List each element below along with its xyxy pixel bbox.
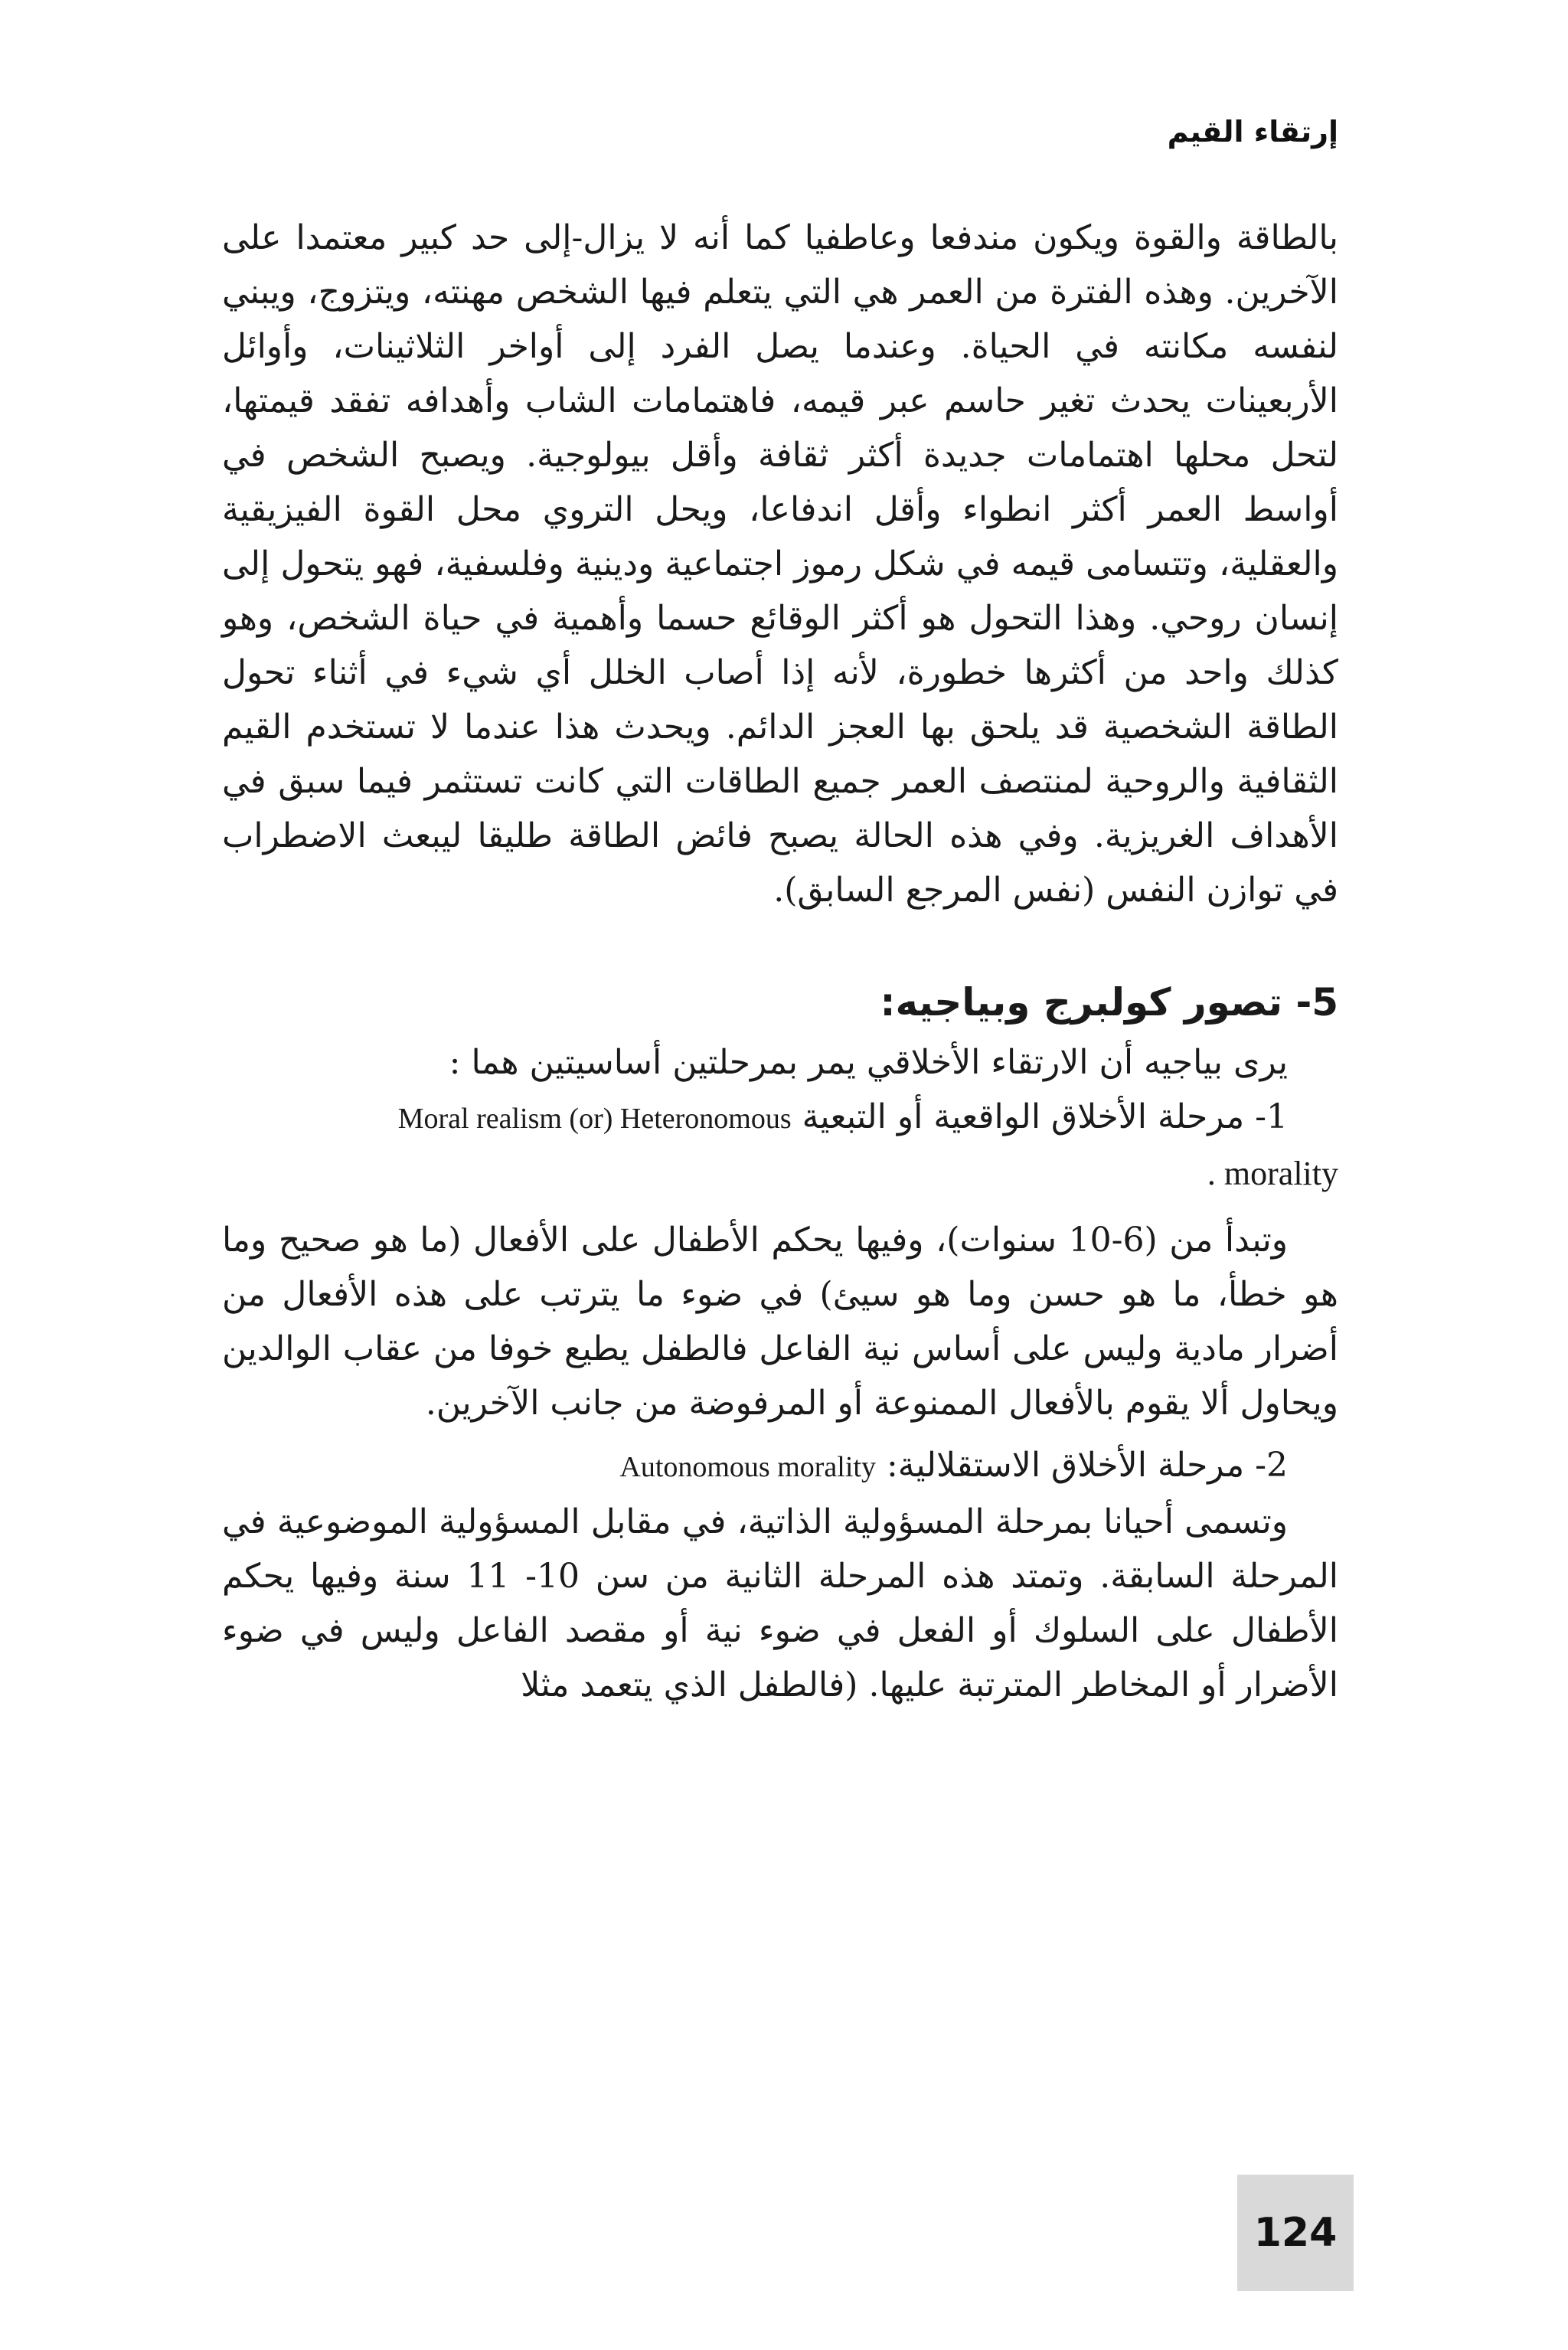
section-intro: يرى بياجيه أن الارتقاء الأخلاقي يمر بمرحلتين أساسيتين هما : xyxy=(449,1043,1288,1082)
intro-paragraph: بالطاقة والقوة ويكون مندفعا وعاطفيا كما أنه لا يزال-إلى حد كبير معتمدا على الآخرين. وهذه الفترة من العمر هي التي يتعلم فيها الشخص مهنته، ويتزوج، ويبني لنفسه مكانته في الحياة. وعندما يصل الفرد إلى أواخر الثلاثينات، وأوائل الأربعينات يحدث تغير حاسم عبر قيمه، فاهتمامات الشاب وأهدافه تفقد قيمتها، لتحل محلها اهتمامات جديدة أكثر ثقافة وأقل بيولوجية. ويصبح الشخص في أواسط العمر أكثر انطواء وأقل اندفاعا، ويحل التروي محل القوة الفيزيقية والعقلية، وتتسامى قيمه في شكل رموز اجتماعية ودينية وفلسفية، فهو يتحول إلى إنسان روحي. وهذا التحول هو أكثر الوقائع حسما وأهمية في حياة الشخص، وهو كذلك واحد من أكثرها خطورة، لأنه إذا أصاب الخلل أي شيء في أثناء تحول الطاقة الشخصية قد يلحق بها العجز الدائم. ويحدث هذا عندما لا تستخدم القيم الثقافية والروحية لمنتصف العمر جميع الطاقات التي كانت تستثمر فيما سبق في الأهداف الغريزية. وفي هذه الحالة يصبح فائض الطاقة طليقا ليبعث الاضطراب في توازن النفس (نفس المرجع السابق). xyxy=(222,218,1338,910)
page-body xyxy=(222,211,1338,1712)
stage2-english-term: Autonomous morality xyxy=(619,1451,876,1483)
page-number-box xyxy=(1237,2175,1354,2291)
stage1-english-term: Moral realism (or) Heteronomous xyxy=(397,1103,792,1135)
running-header: إرتقاء القيم xyxy=(1167,115,1338,149)
stage1-english-continuation: morality . xyxy=(1207,1155,1338,1192)
stage2-description: وتسمى أحيانا بمرحلة المسؤولية الذاتية، في مقابل المسؤولية الموضوعية في المرحلة السابقة. وتمتد هذه المرحلة الثانية من سن 10- 11 سنة وفيها يحكم الأطفال على السلوك أو الفعل في ضوء نية أو مقصد الفاعل وليس في ضوء الأضرار أو المخاطر المترتبة عليها. (فالطفل الذي يتعمد مثلا xyxy=(222,1502,1339,1704)
stage1-label: 1- مرحلة الأخلاق الواقعية أو التبعية xyxy=(802,1097,1288,1136)
stage2-label: 2- مرحلة الأخلاق الاستقلالية: xyxy=(886,1446,1288,1485)
section-heading: 5- تصور كولبرج وبياجيه: xyxy=(880,980,1338,1025)
page-number: 124 xyxy=(1253,2210,1338,2256)
stage1-description: وتبدأ من (6-10 سنوات)، وفيها يحكم الأطفال على الأفعال (ما هو صحيح وما هو خطأ، ما هو حسن وما هو سيئ) في ضوء ما يترتب على هذه الأفعال من أضرار مادية وليس على أساس نية الفاعل فالطفل يطيع خوفا من عقاب الوالدين ويحاول ألا يقوم بالأفعال الممنوعة أو المرفوضة من جانب الآخرين. xyxy=(222,1221,1338,1423)
stage2-heading xyxy=(222,1438,1338,1495)
stage1-heading xyxy=(222,1090,1338,1146)
